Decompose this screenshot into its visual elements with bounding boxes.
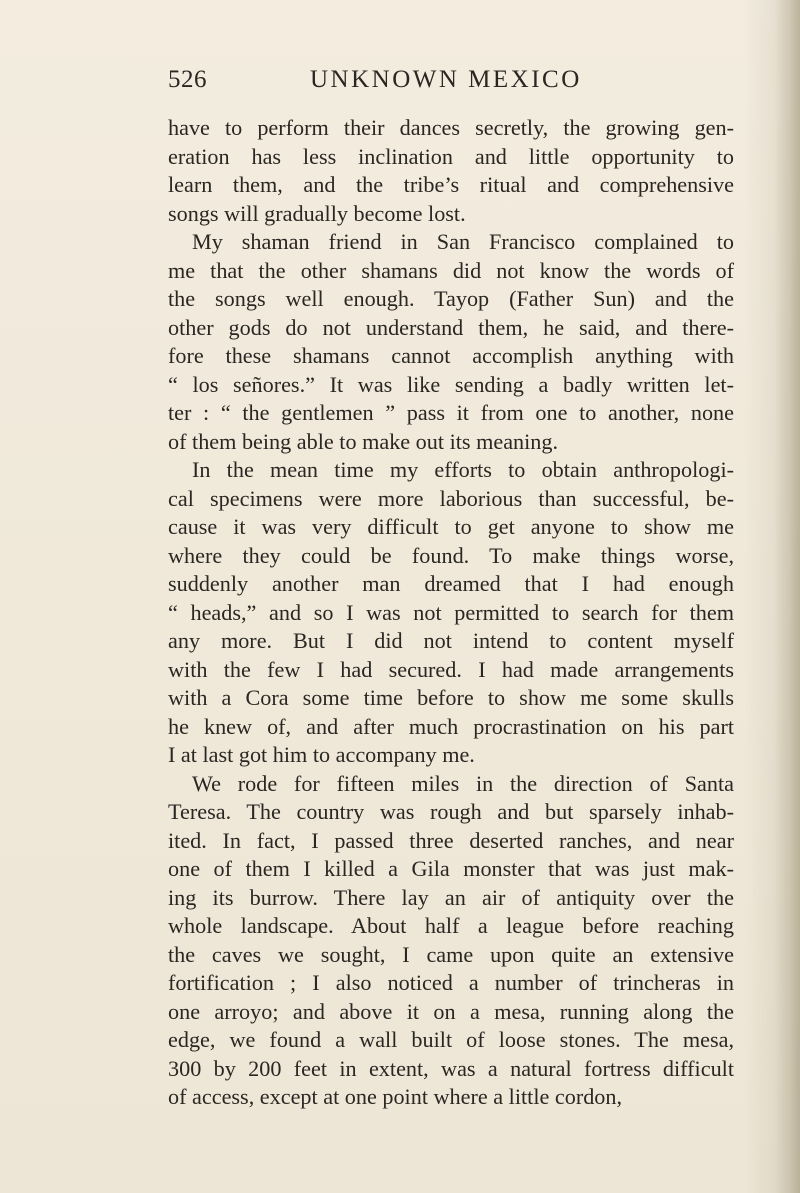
text-line: suddenly another man dreamed that I had enough	[168, 571, 734, 596]
text-line: fore these shamans cannot accomplish anything with	[168, 343, 734, 368]
text-line: learn them, and the tribe’s ritual and comprehensive	[168, 172, 734, 197]
text-line: the caves we sought, I came upon quite an extensive	[168, 941, 734, 967]
text-line: whole landscape. About half a league before reaching	[168, 913, 734, 938]
text-line: me that the other shamans did not know the words of	[168, 257, 734, 283]
text-line: one of them I killed a Gila monster that was just mak-	[168, 856, 734, 881]
paragraph-start-line: In the mean time my efforts to obtain anthropologi-	[192, 457, 734, 482]
paragraph-end-line: I at last got him to accompany me.	[168, 742, 475, 767]
text-line: Teresa. The country was rough and but sparsely inhab-	[168, 799, 734, 824]
text-line: eration has less inclination and little opportunity to	[168, 143, 734, 169]
paragraph-end-line: songs will gradually become lost.	[168, 200, 466, 226]
text-line: fortification ; I also noticed a number of trincheras in	[168, 970, 734, 995]
text-line: cal specimens were more laborious than successful, be-	[168, 485, 734, 511]
running-title: UNKNOWN MEXICO	[310, 66, 582, 93]
text-line: where they could be found. To make things worse,	[168, 542, 734, 568]
text-line: “ heads,” and so I was not permitted to search for them	[168, 599, 734, 625]
body-text	[168, 114, 734, 1112]
running-head	[168, 66, 688, 106]
text-line: 300 by 200 feet in extent, was a natural fortress difficult	[168, 1055, 734, 1081]
text-line: “ los señores.” It was like sending a badly written let-	[168, 371, 734, 397]
paragraph-start-line: We rode for fifteen miles in the direction of Santa	[192, 770, 734, 796]
text-line: with the few I had secured. I had made arrangements	[168, 656, 734, 682]
text-line: he knew of, and after much procrastination on his part	[168, 713, 734, 739]
text-line: edge, we found a wall built of loose stones. The mesa,	[168, 1027, 734, 1052]
text-line: ter : “ the gentlemen ” pass it from one to another, none	[168, 400, 734, 425]
paragraph-start-line: My shaman friend in San Francisco complained to	[192, 229, 734, 254]
text-line: of access, except at one point where a little cordon,	[168, 1084, 623, 1109]
text-line: ing its burrow. There lay an air of antiquity over the	[168, 884, 734, 910]
page-edge-shadow	[774, 0, 800, 1193]
page-number: 526	[168, 66, 207, 93]
text-line: any more. But I did not intend to content myself	[168, 628, 734, 653]
text-line: ited. In fact, I passed three deserted ranches, and near	[168, 827, 734, 853]
text-line: the songs well enough. Tayop (Father Sun) and the	[168, 286, 734, 311]
text-line: cause it was very difficult to get anyone to show me	[168, 514, 734, 539]
text-line: with a Cora some time before to show me some skulls	[168, 685, 734, 710]
text-line: other gods do not understand them, he said, and there-	[168, 314, 734, 340]
text-line: have to perform their dances secretly, the growing gen-	[168, 115, 734, 140]
paragraph-end-line: of them being able to make out its meaning.	[168, 428, 559, 454]
text-line: one arroyo; and above it on a mesa, running along the	[168, 998, 734, 1024]
